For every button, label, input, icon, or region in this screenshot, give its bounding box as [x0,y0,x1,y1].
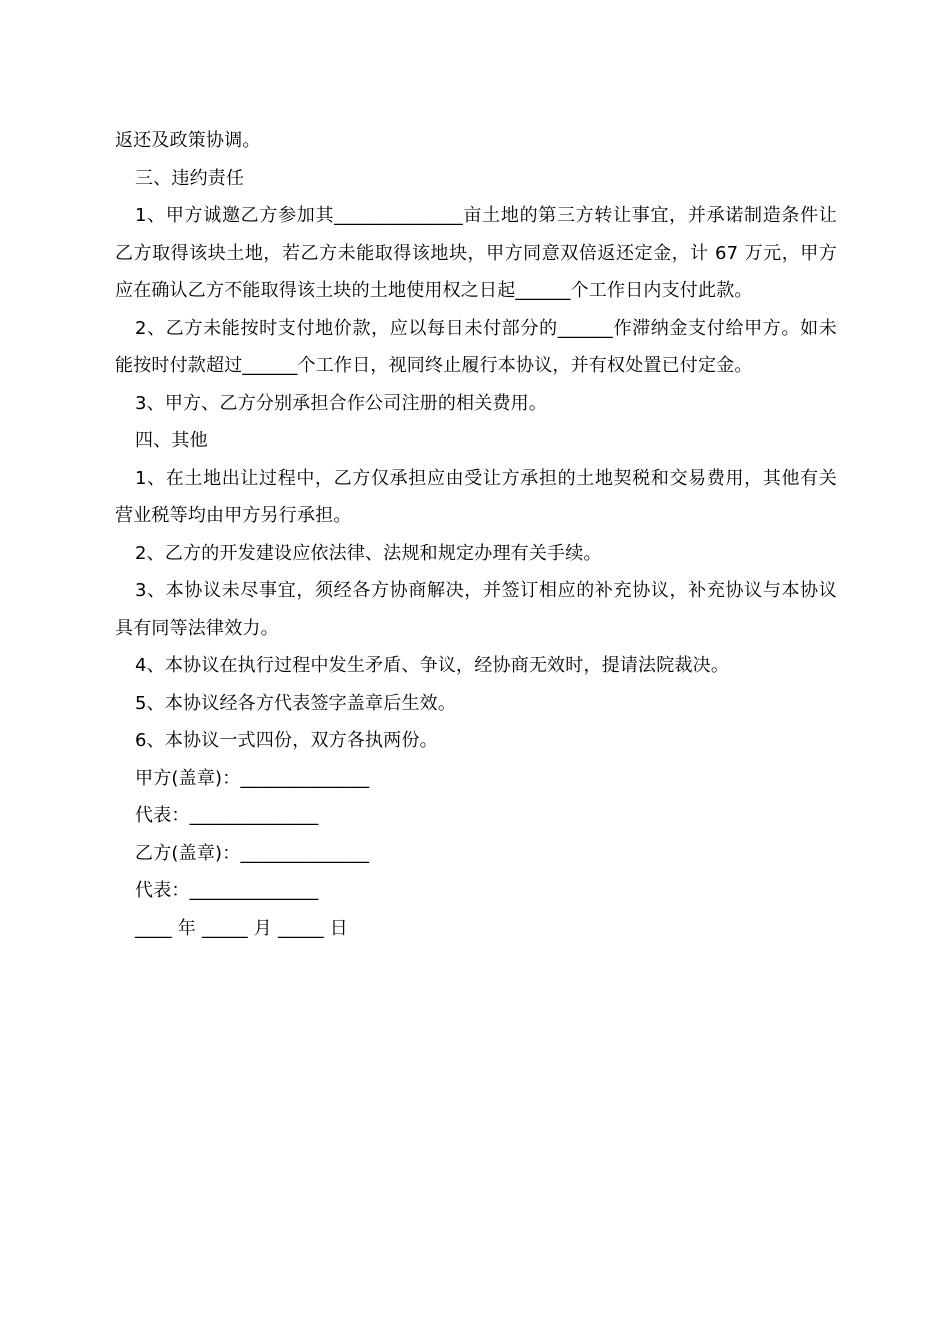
document-body [115,122,837,947]
clause-breach-1: 1、甲方诚邀乙方参加其______________亩土地的第三方转让事宜，并承诺制造条件让乙方取得该块土地，若乙方未能取得该地块，甲方同意双倍返还定金，计 67 万元，甲方应在确认乙方不能取得该土块的土地使用权之日起______个工作日内支付此款。 [115,205,837,301]
clause-breach-3: 3、甲方、乙方分别承担合作公司注册的相关费用。 [135,392,548,414]
paragraph-continuation: 返还及政策协调。 [115,130,261,151]
clause-other-6: 6、本协议一式四份，双方各执两份。 [135,730,438,751]
section-heading-other: 四、其他 [135,430,208,451]
clause-breach-2: 2、乙方未能按时支付地价款，应以每日未付部分的______作滞纳金支付给甲方。如未能按时付款超过______个工作日，视同终止履行本协议，并有权处置已付定金。 [115,317,837,376]
section-heading-breach: 三、违约责任 [135,167,245,189]
clause-other-5: 5、本协议经各方代表签字盖章后生效。 [135,692,457,714]
clause-other-1: 1、在土地出让过程中，乙方仅承担应由受让方承担的土地契税和交易费用，其他有关营业税等均由甲方另行承担。 [115,467,837,526]
signature-party-b: 乙方(盖章)：______________ [135,842,370,864]
clause-other-2: 2、乙方的开发建设应依法律、法规和规定办理有关手续。 [135,542,602,564]
signature-party-a-representative: 代表：______________ [135,805,319,826]
signature-party-b-representative: 代表：______________ [135,880,319,901]
signature-party-a: 甲方(盖章)：______________ [135,767,370,789]
clause-other-4: 4、本协议在执行过程中发生矛盾、争议，经协商无效时，提请法院裁决。 [135,655,730,676]
signature-date: ____ 年 _____ 月 _____ 日 [135,917,349,939]
clause-other-3: 3、本协议未尽事宜，须经各方协商解决，并签订相应的补充协议，补充协议与本协议具有同等法律效力。 [115,580,837,639]
